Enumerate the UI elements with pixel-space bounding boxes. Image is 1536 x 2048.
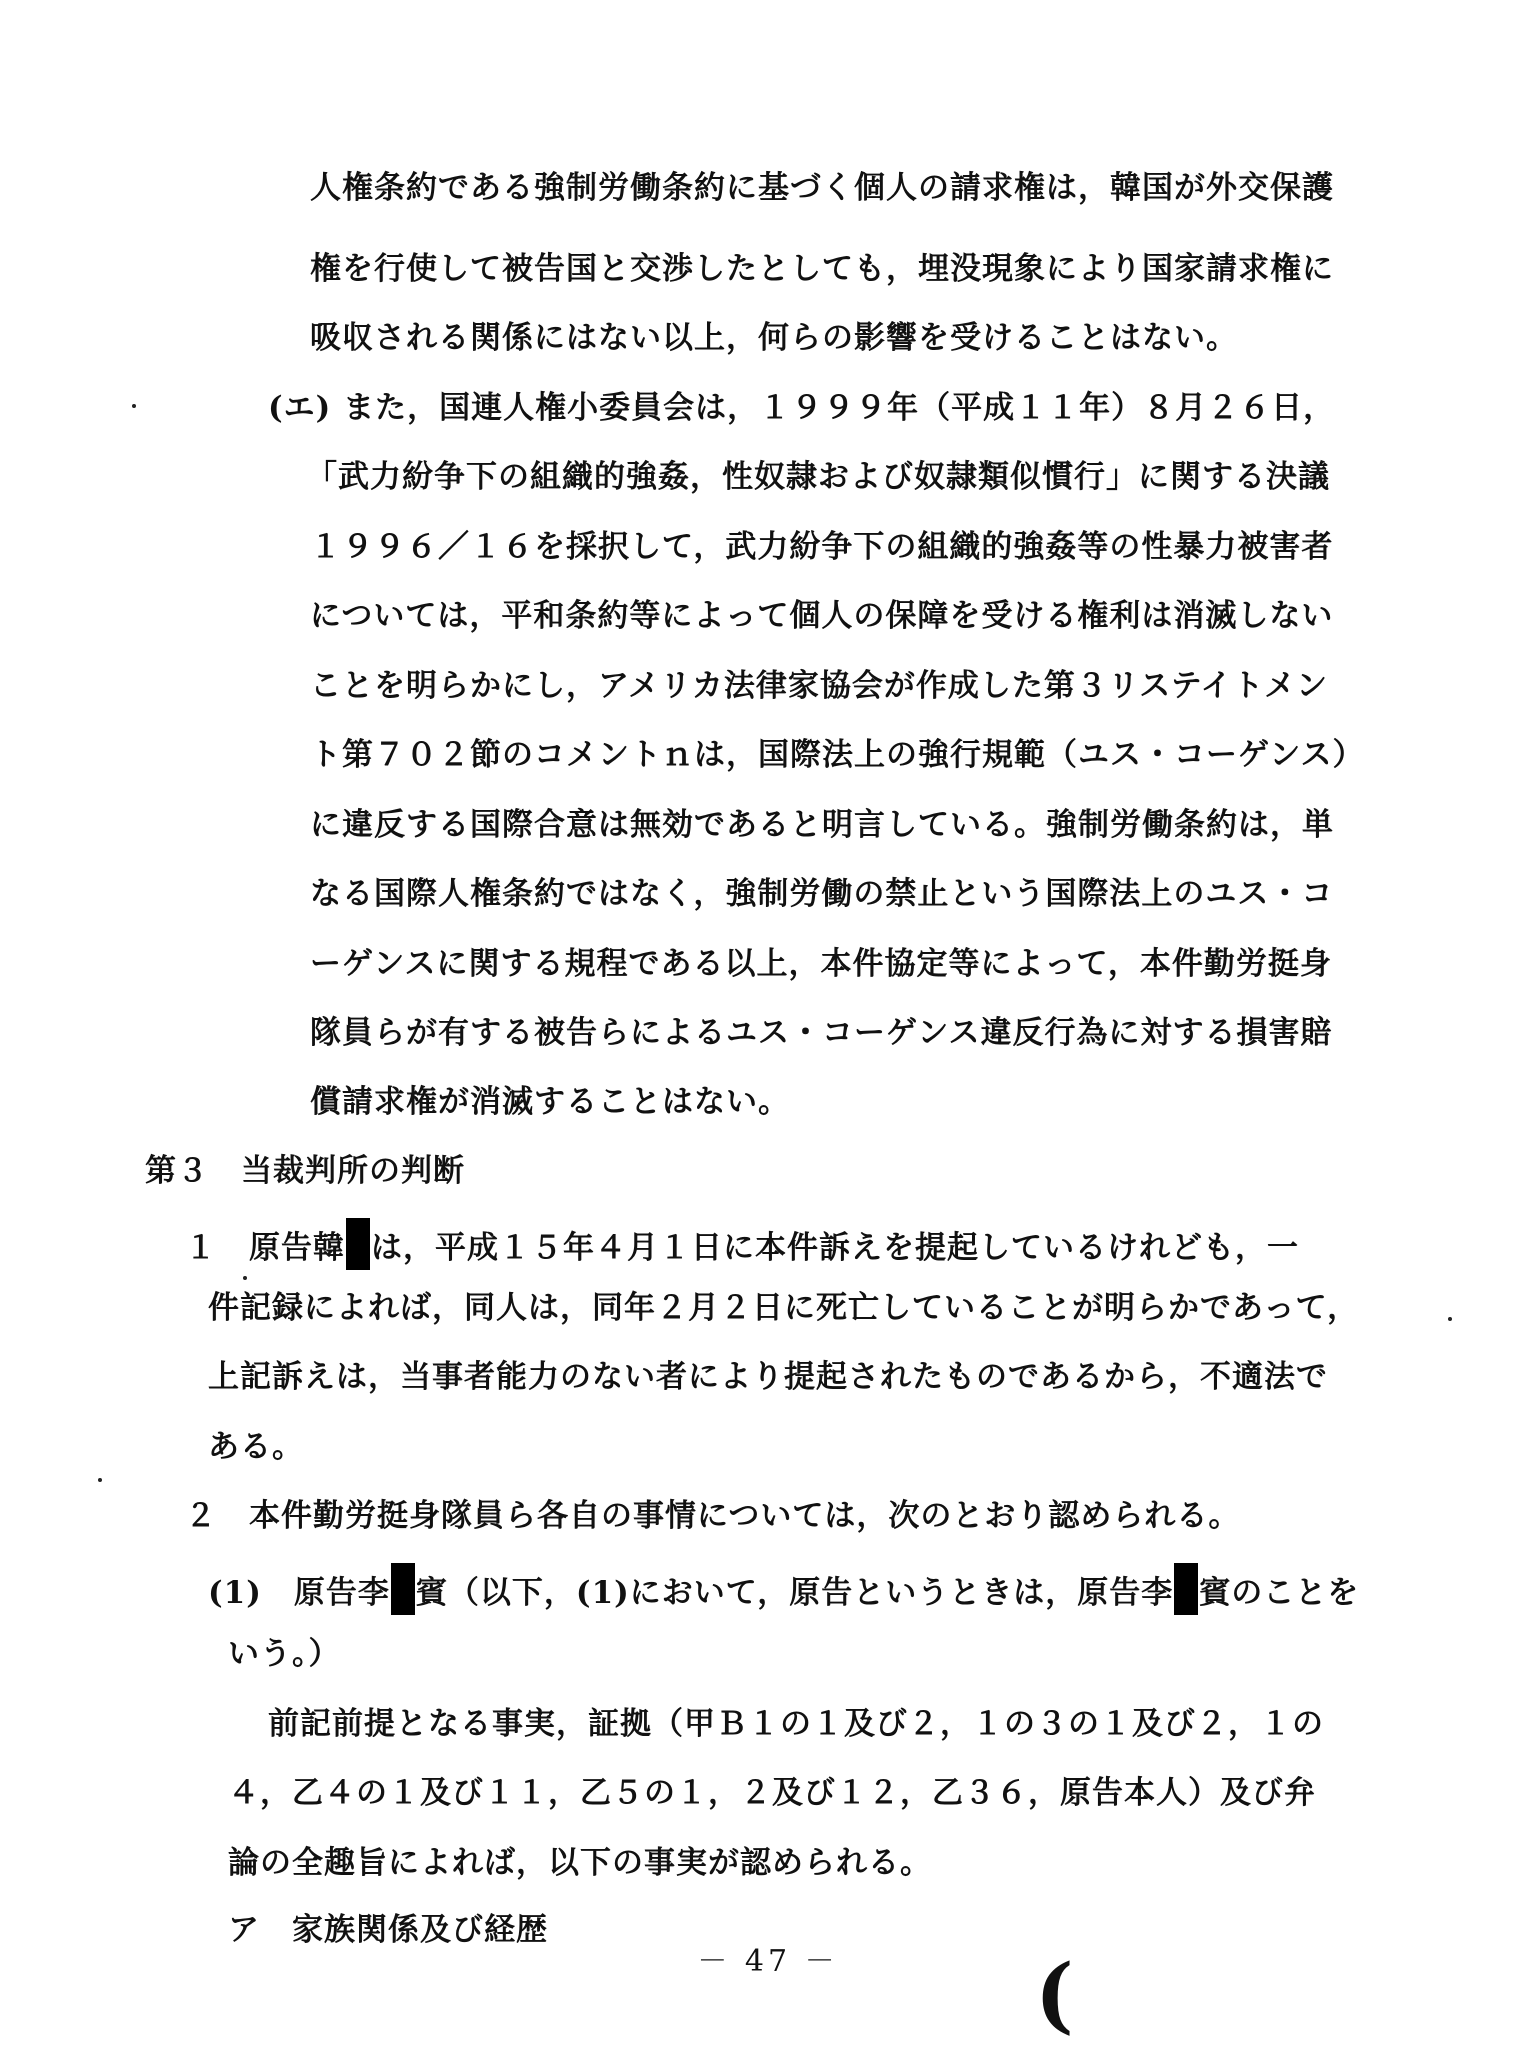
redaction-block	[346, 1218, 370, 1270]
text-line: ト第７０２節のコメントｎは，国際法上の強行規範（ユス・コーゲンス）	[310, 737, 1365, 773]
text-line: に違反する国際合意は無効であると明言している。強制労働条約は，単	[310, 807, 1334, 843]
text-line: 前記前提となる事実，証拠（甲Ｂ１の１及び２，１の３の１及び２，１の	[268, 1706, 1324, 1742]
text-line: いう。）	[228, 1636, 341, 1672]
text-line: 上記訴えは，当事者能力のない者により提起されたものであるから，不適法で	[208, 1359, 1328, 1395]
text-line: ４，乙４の１及び１１，乙５の１，２及び１２，乙３６，原告本人）及び弁	[228, 1775, 1316, 1811]
text-line: 人権条約である強制労働条約に基づく個人の請求権は，韓国が外交保護	[310, 170, 1334, 206]
scan-speck	[98, 1478, 102, 1482]
text-fragment: (1) 原告李	[208, 1575, 390, 1611]
text-line	[208, 1563, 1359, 1615]
text-fragment: は，平成１５年４月１日に本件訴えを提起しているけれども，一	[371, 1230, 1299, 1266]
text-line: ことを明らかにし，アメリカ法律家協会が作成した第３リステイトメン	[310, 668, 1329, 704]
text-line: (エ) また，国連人権小委員会は，１９９９年（平成１１年）８月２６日，	[268, 390, 1336, 426]
text-line: ２ 本件勤労挺身隊員ら各自の事情については，次のとおり認められる。	[185, 1498, 1241, 1534]
text-line: ア 家族関係及び経歴	[228, 1912, 548, 1948]
scan-speck	[243, 1276, 247, 1280]
text-line: 論の全趣旨によれば，以下の事実が認められる。	[228, 1845, 932, 1881]
text-line: 権を行使して被告国と交渉したとしても，埋没現象により国家請求権に	[310, 251, 1334, 287]
text-line: 吸収される関係にはない以上，何らの影響を受けることはない。	[310, 320, 1238, 356]
text-line: については，平和条約等によって個人の保障を受ける権利は消滅しない	[310, 598, 1334, 634]
text-fragment: 賓（以下，(1)において，原告というときは，原告李	[415, 1575, 1174, 1611]
text-fragment: 賓のことを	[1199, 1575, 1360, 1611]
scan-speck	[1448, 1317, 1452, 1321]
text-line	[185, 1218, 1299, 1270]
text-line: 償請求権が消滅することはない。	[310, 1084, 790, 1120]
redaction-block	[391, 1563, 415, 1615]
text-line: 隊員らが有する被告らによるユス・コーゲンス違反行為に対する損害賠	[310, 1015, 1333, 1051]
text-line: 件記録によれば，同人は，同年２月２日に死亡していることが明らかであって，	[208, 1290, 1360, 1326]
section-heading: 第３ 当裁判所の判断	[145, 1153, 465, 1189]
page-number: － 47 －	[697, 1944, 839, 1979]
scan-mark: (	[1035, 1947, 1074, 2043]
scan-speck	[132, 404, 136, 408]
text-line: なる国際人権条約ではなく，強制労働の禁止という国際法上のユス・コ	[310, 876, 1334, 912]
text-line: ーゲンスに関する規程である以上，本件協定等によって，本件勤労挺身	[310, 946, 1332, 982]
redaction-block	[1174, 1563, 1198, 1615]
text-line: ある。	[208, 1429, 304, 1465]
text-line: 「武力紛争下の組織的強姦，性奴隷および奴隷類似慣行」に関する決議	[306, 459, 1330, 495]
text-line: １９９６／１６を採択して，武力紛争下の組織的強姦等の性暴力被害者	[310, 529, 1334, 565]
text-fragment: １ 原告韓	[185, 1230, 345, 1266]
